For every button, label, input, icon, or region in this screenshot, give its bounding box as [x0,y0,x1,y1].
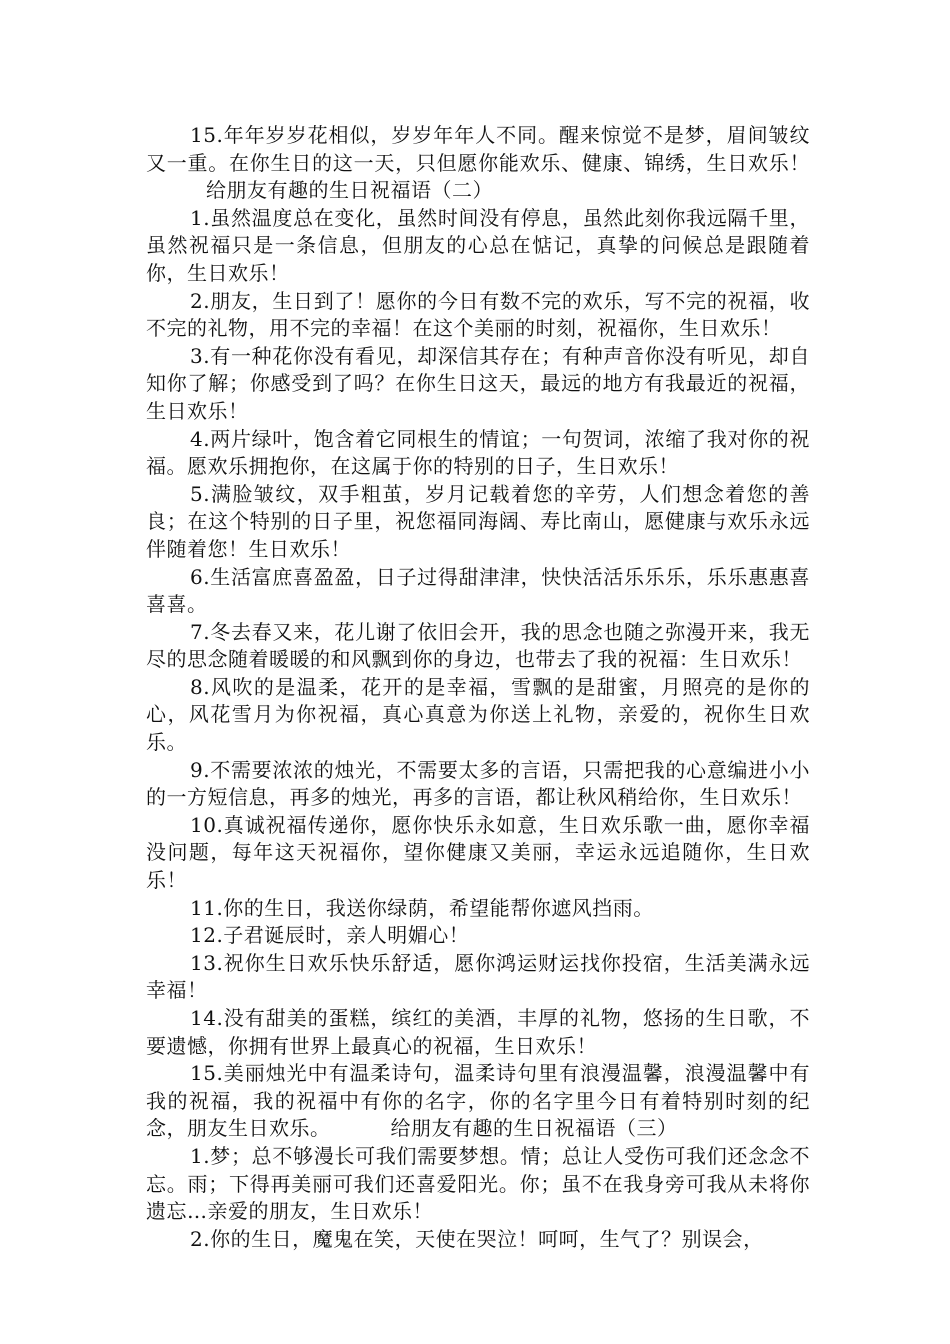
paragraph: 12.子君诞辰时，亲人明媚心！ [190,923,470,948]
paragraph: 10.真诚祝福传递你，愿你快乐永如意，生日欢乐歌一曲，愿你幸福没问题，每年这天祝福你，望你健康又美丽，幸运永远追随你，生日欢乐！ [146,812,810,893]
paragraph: 2.朋友，生日到了！愿你的今日有数不完的欢乐，写不完的祝福，收不完的礼物，用不完的幸福！在这个美丽的时刻，祝福你，生日欢乐！ [146,288,810,341]
paragraph: 13.祝你生日欢乐快乐舒适，愿你鸿运财运找你投宿，生活美满永远幸福！ [146,950,810,1003]
paragraph: 9.不需要浓浓的烛光，不需要太多的言语，只需把我的心意编进小小的一方短信息，再多的烛光，再多的言语，都让秋风稍给你，生日欢乐！ [146,757,810,810]
paragraph-text: 15.美丽烛光中有温柔诗句，温柔诗句里有浪漫温馨，浪漫温馨中有我的祝福，我的祝福中有你的名字，你的名字里今日有着特别时刻的纪念，朋友生日欢乐。 [146,1061,810,1141]
paragraph: 6.生活富庶喜盈盈，日子过得甜津津，快快活活乐乐乐，乐乐惠惠喜喜喜。 [146,564,810,617]
paragraph: 7.冬去春又来，花儿谢了依旧会开，我的思念也随之弥漫开来，我无尽的思念随着暖暖的和风飘到你的身边，也带去了我的祝福：生日欢乐！ [146,619,810,672]
section-heading-text: 给朋友有趣的生日祝福语（二） [206,178,493,203]
paragraph: 2.你的生日，魔鬼在笑，天使在哭泣！呵呵，生气了？别误会， [190,1226,764,1251]
section-heading [331,1116,678,1140]
section-heading [146,178,493,202]
paragraph: 3.有一种花你没有看见，却深信其存在；有种声音你没有听见，却自知你了解；你感受到了吗？在你生日这天，最远的地方有我最近的祝福，生日欢乐！ [146,343,810,423]
paragraph [146,1060,810,1143]
paragraph: 14.没有甜美的蛋糕，缤红的美酒，丰厚的礼物，悠扬的生日歌，不要遗憾，你拥有世界上最真心的祝福，生日欢乐！ [146,1006,810,1058]
paragraph: 1.虽然温度总在变化，虽然时间没有停息，虽然此刻你我远隔千里，虽然祝福只是一条信息，但朋友的心总在惦记，真挚的问候总是跟随着你，生日欢乐！ [146,205,810,285]
paragraph: 8.风吹的是温柔，花开的是幸福，雪飘的是甜蜜，月照亮的是你的心，风花雪月为你祝福，真心真意为你送上礼物，亲爱的，祝你生日欢乐。 [146,674,810,755]
paragraph: 4.两片绿叶，饱含着它同根生的情谊；一句贺词，浓缩了我对你的祝福。愿欢乐拥抱你，在这属于你的特别的日子，生日欢乐！ [146,426,810,479]
document-page [146,122,810,1253]
paragraph [146,122,810,205]
paragraph: 11.你的生日，我送你绿荫，希望能帮你遮风挡雨。 [190,895,654,920]
paragraph-text: 15.年年岁岁花相似，岁岁年年人不同。醒来惊觉不是梦，眉间皱纹又一重。在你生日的这一天，只但愿你能欢乐、健康、锦绣，生日欢乐！ [146,123,810,175]
paragraph: 5.满脸皱纹，双手粗茧，岁月记载着您的辛劳，人们想念着您的善良；在这个特别的日子里，祝您福同海阔、寿比南山，愿健康与欢乐永远伴随着您！生日欢乐！ [146,481,810,561]
paragraph: 1.梦；总不够漫长可我们需要梦想。情；总让人受伤可我们还念念不忘。雨；下得再美丽可我们还喜爱阳光。你；虽不在我身旁可我从未将你遗忘…亲爱的朋友，生日欢乐！ [146,1143,810,1224]
section-heading-text: 给朋友有趣的生日祝福语（三） [390,1116,678,1141]
